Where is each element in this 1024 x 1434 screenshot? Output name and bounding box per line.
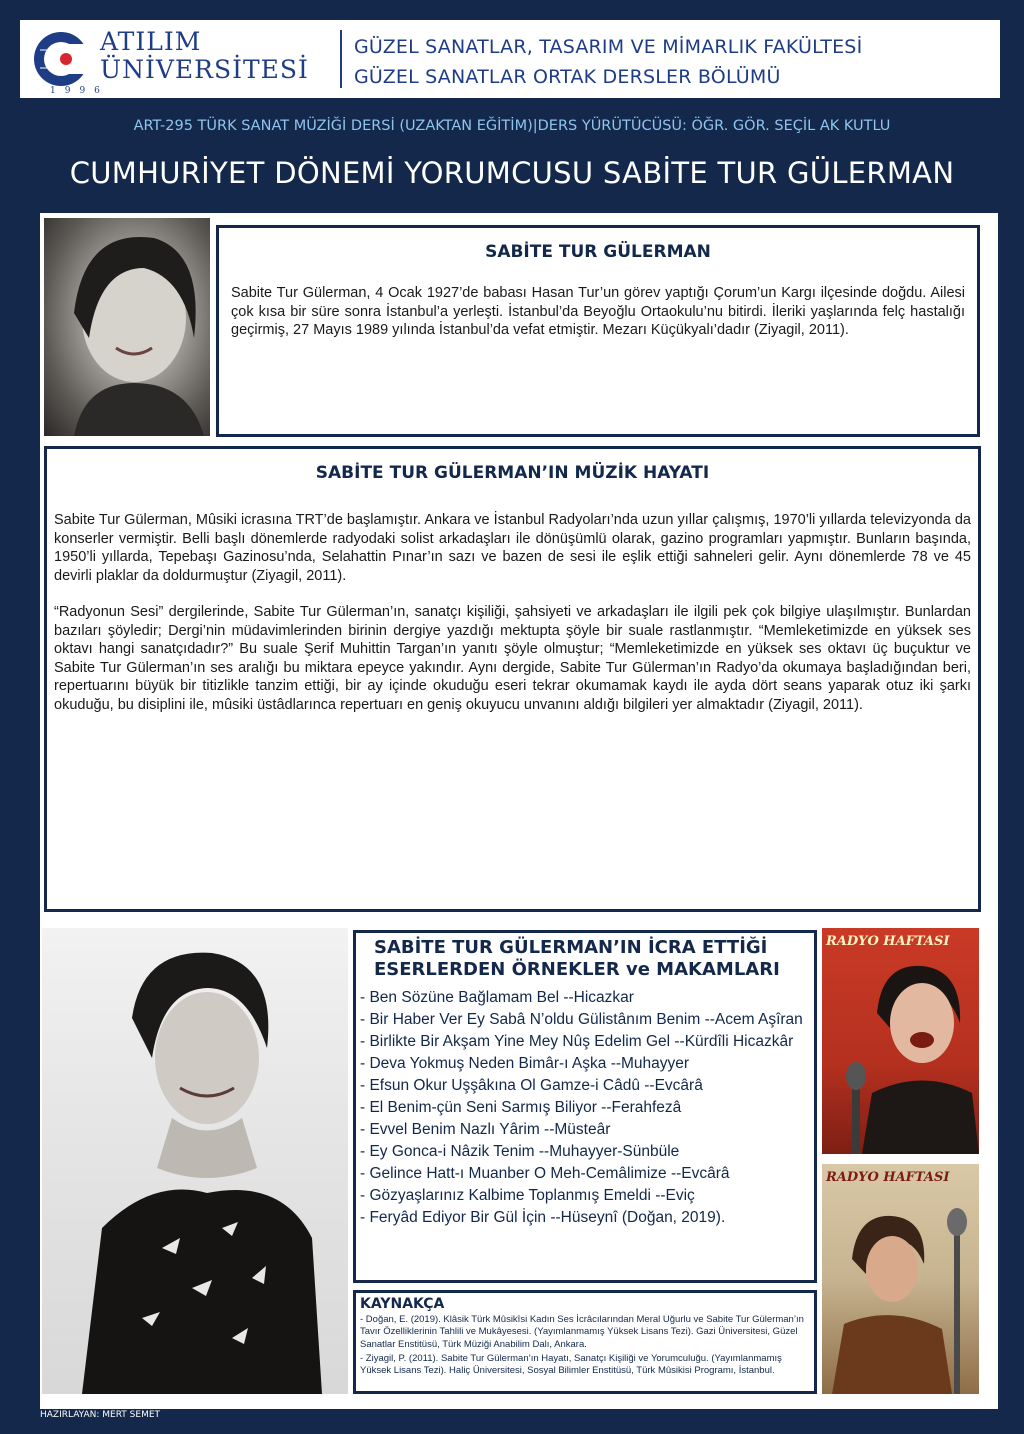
magazine-cover-figure-icon (822, 928, 979, 1154)
works-title-line-1: SABİTE TUR GÜLERMAN’IN İCRA ETTİĞİ (374, 937, 768, 958)
header-divider (340, 30, 342, 88)
biography-title: SABİTE TUR GÜLERMAN (485, 242, 711, 262)
course-line: ART-295 TÜRK SANAT MÜZİĞİ DERSİ (UZAKTAN EĞİTİM)|DERS YÜRÜTÜCÜSÜ: ÖĞR. GÖR. SEÇİL AK KUTLU (133, 118, 891, 134)
university-logo-icon (32, 30, 90, 88)
list-item: - Birlikte Bir Akşam Yine Mey Nûş Edelim Gel --Kürdîli Hicazkâr (360, 1033, 794, 1050)
university-logo-text (100, 28, 309, 84)
magazine-cover-1 (822, 928, 979, 1154)
list-item: - Feryâd Ediyor Bir Gül İçin --Hüseynî (Doğan, 2019). (360, 1209, 726, 1226)
list-item: - Gelince Hatt-ı Muanber O Meh-Cemâlimize --Evcârâ (360, 1165, 730, 1182)
prepared-by: HAZIRLAYAN: MERT SEMET (40, 1410, 161, 1420)
works-title (374, 937, 814, 981)
reference-2: - Ziyagil, P. (2011). Sabite Tur Gülerman’ın Hayatı, Sanatçı Kişiliği ve Yorumculuğu. (Yayımlanmamış Yüksek Lisans Tezi). Haliç Üniversitesi, Sosyal Bilimler Enstitüsü, Türk Mûsikisi Programı, İstanbul. (360, 1352, 782, 1377)
list-item: - Ey Gonca-i Nâzik Tenim --Muhayyer-Sünbüle (360, 1143, 680, 1160)
biography-box (216, 225, 980, 437)
logo-line-1: ATILIM (100, 27, 202, 56)
music-life-title: SABİTE TUR GÜLERMAN’IN MÜZİK HAYATI (315, 463, 710, 483)
works-box (353, 930, 817, 1283)
music-life-paragraph-2: “Radyonun Sesi” dergilerinde, Sabite Tur Gülerman’ın, sanatçı kişiliği, şahsiyeti ve arkadaşları ile ilgili pek çok bilgiye ulaşılmıştır. Bunlardan bazıları şöyledir; Dergi’nin müdavimlerinden birinin dergiye yazdığı mektupta şöyle bir suale rastlanmıştır. “Memleketimizde en yüksek ses oktavı hangi sanatçıdadır?” Bu suale Şerif Muhittin Targan’ın yanıtı şöyle olmuştur; “Memleketimizde en yüksek ses oktavı üç buçuktur ve Sabite Tur Gülerman’ın ses aralığı bu miktara epeyce yakındır. Aynı dergide, Sabite Tur Gülerman’ın Radyo’da okumaya başladığından beri, repertuarını büyük bir titizlikle tanzim ettiği, bir ay içinde okuduğu eseri tekrar okumamak kaydı ile ayda dört seans yaparak otuz iki şarkı okuduğu, bu disiplini ile, mûsiki üstâdlarınca repertuarı en geniş okuyucu unvanını aldığı bilgileri yer almaktadır (Ziyagil, 2011). (54, 604, 971, 713)
faculty-line-1: GÜZEL SANATLAR, TASARIM VE MİMARLIK FAKÜLTESİ (354, 36, 863, 58)
magazine-cover-figure-icon (822, 1164, 979, 1394)
portrait-silhouette-icon (44, 218, 210, 436)
references-title: KAYNAKÇA (360, 1296, 445, 1312)
music-life-box (44, 446, 981, 912)
music-life-paragraph-1: Sabite Tur Gülerman, Mûsiki icrasına TRT’de başlamıştır. Ankara ve İstanbul Radyoları’nda uzun yıllar çalışmış, 1970’li yıllarda televizyonda da konserler vermiştir. Belli başlı dönemlerde radyodaki solist arkadaşları ile dönüşümlü olarak, gazino programları yapmıştır. Bunların başında, 1950’li yıllarda, Tepebaşı Gazinosu’nda, Selahattin Pınar’ın sazı ve bazen de sesi ile eşlik ettiği sahneleri gelir. Aynı dönemlerde 78 ve 45 devirli plaklar da doldurmuştur (Ziyagil, 2011). (54, 512, 971, 584)
references-box (353, 1290, 817, 1394)
magazine-masthead-2: RADYO HAFTASI (826, 1170, 950, 1185)
list-item: - Gözyaşlarınız Kalbime Toplanmış Emeldi --Eviç (360, 1187, 695, 1204)
magazine-masthead-1: RADYO HAFTASI (826, 934, 950, 949)
portrait-photo-2 (42, 928, 348, 1394)
list-item: - Deva Yokmuş Neden Bimâr-ı Aşka --Muhayyer (360, 1055, 690, 1072)
portrait-silhouette-icon (42, 928, 348, 1394)
list-item: - El Benim-çün Seni Sarmış Biliyor --Ferahfezâ (360, 1099, 682, 1116)
faculty-line-2: GÜZEL SANATLAR ORTAK DERSLER BÖLÜMÜ (354, 66, 781, 88)
reference-1: - Doğan, E. (2019). Klâsik Türk Mûsikîsi Kadın Ses İcrâcılarından Meral Uğurlu ve Sabite Tur Gülerman’ın Tavır Özelliklerinin Tahlili ve Mukâyesesi. (Yayımlanmamış Yüksek Lisans Tezi). Gazi Üniversitesi, Güzel Sanatlar Enstitüsü, Türk Müziği Anabilim Dalı, Ankara. (360, 1314, 804, 1350)
list-item: - Ben Sözüne Bağlamam Bel --Hicazkar (360, 989, 634, 1006)
works-list (360, 987, 810, 1229)
portrait-photo-1 (44, 218, 210, 436)
faculty-name (354, 32, 862, 92)
logo-line-2: ÜNİVERSİTESİ (100, 55, 309, 84)
list-item: - Evvel Benim Nazlı Yârim --Müsteâr (360, 1121, 611, 1138)
header-banner (20, 20, 1000, 98)
list-item: - Bir Haber Ver Ey Sabâ N’oldu Gülistânım Benim --Acem Aşîran (360, 1011, 803, 1028)
content-panel (40, 213, 998, 1409)
page-title: CUMHURİYET DÖNEMİ YORUMCUSU SABİTE TUR GÜLERMAN (69, 156, 955, 190)
logo-year: 1996 (50, 86, 109, 96)
magazine-cover-2 (822, 1164, 979, 1394)
biography-text: Sabite Tur Gülerman, 4 Ocak 1927’de babası Hasan Tur’un görev yaptığı Çorum’un Kargı ilçesinde doğdu. Ailesi çok kısa bir süre sonra İstanbul’a yerleşti. İstanbul’da Beyoğlu Ortaokulu’nu bitirdi. İleriki yaşlarında felç hastalığı geçirmiş, 27 Mayıs 1989 yılında İstanbul’da vefat etmiştir. Mezarı Küçükyalı’dadır (Ziyagil, 2011). (231, 285, 965, 338)
works-title-line-2: ESERLERDEN ÖRNEKLER ve MAKAMLARI (374, 959, 780, 980)
list-item: - Efsun Okur Uşşâkına Ol Gamze-i Câdû --Evcârâ (360, 1077, 703, 1094)
